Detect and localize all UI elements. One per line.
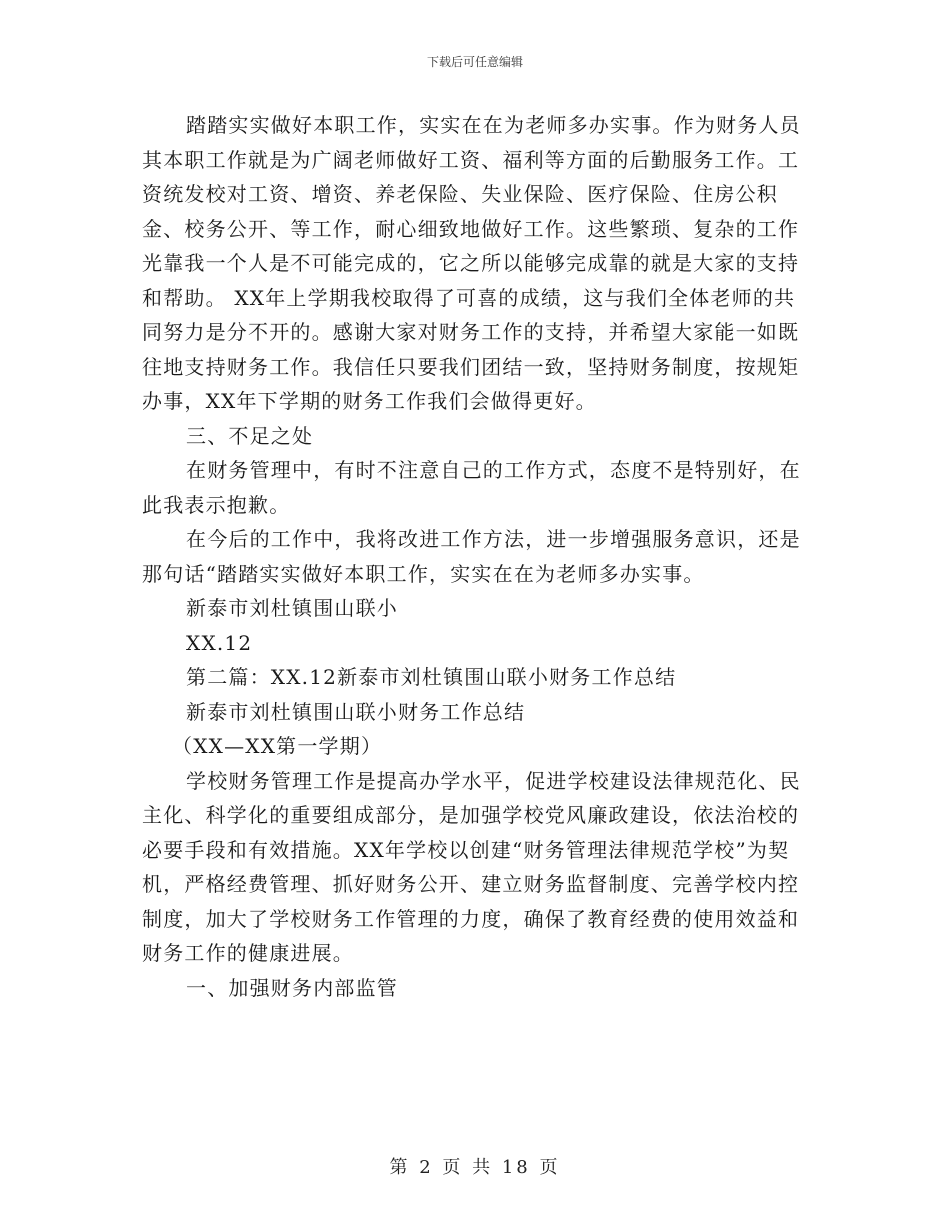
section-heading-internal-supervision: 一、加强财务内部监管: [186, 975, 398, 1000]
header-note: 下载后可任意编辑: [426, 55, 523, 69]
paragraph-finance-management: 学校财务管理工作是提高办学水平，促进学校建设法律规范化、民主化、科学化的重要组成部分，是加强学校党风廉政建设，依法治校的必要手段和有效措施。XX年学校以创建“财务管理法律规范学校”为契机，严格经费管理、抓好财务公开、建立财务监督制度、完善学校内控制度，加大了学校财务工作管理的力度，确保了教育经费的使用效益和财务工作的健康进展。: [142, 768, 801, 965]
signature-school: 新泰市刘杜镇围山联小: [186, 596, 398, 620]
page-number-footer: 第 2 页 共 18 页: [389, 1157, 561, 1178]
section-two-title: 第二篇：XX.12新泰市刘杜镇围山联小财务工作总结: [186, 665, 677, 689]
document-body: [142, 108, 810, 1005]
document-title: 新泰市刘杜镇围山联小财务工作总结: [186, 699, 526, 724]
signature-date: XX.12: [186, 630, 253, 655]
paragraph-work-duty: 踏踏实实做好本职工作，实实在在为老师多办实事。作为财务人员其本职工作就是为广阔老师做好工资、福利等方面的后勤服务工作。工资统发校对工资、增资、养老保险、失业保险、医疗保险、住房公积金、校务公开、等工作，耐心细致地做好工作。这些繁琐、复杂的工作光靠我一个人是不可能完成的，它之所以能够完成靠的就是大家的支持和帮助。 XX年上学期我校取得了可喜的成绩，这与我们全体老师的共同努力是分不开的。感谢大家对财务工作的支持，并希望大家能一如既往地支持财务工作。我信任只要我们团结一致，坚持财务制度，按规矩办事，XX年下学期的财务工作我们会做得更好。: [142, 113, 801, 413]
paragraph-improvement: 在今后的工作中，我将改进工作方法，进一步增强服务意识，还是那句话“踏踏实实做好本职工作，实实在在为老师多办实事。: [142, 527, 801, 586]
section-heading-shortcomings: 三、不足之处: [186, 423, 314, 448]
term-label: （XX—XX第一学期）: [172, 734, 383, 758]
paragraph-shortcomings: 在财务管理中，有时不注意自己的工作方式，态度不是特别好，在此我表示抱歉。: [142, 458, 801, 517]
